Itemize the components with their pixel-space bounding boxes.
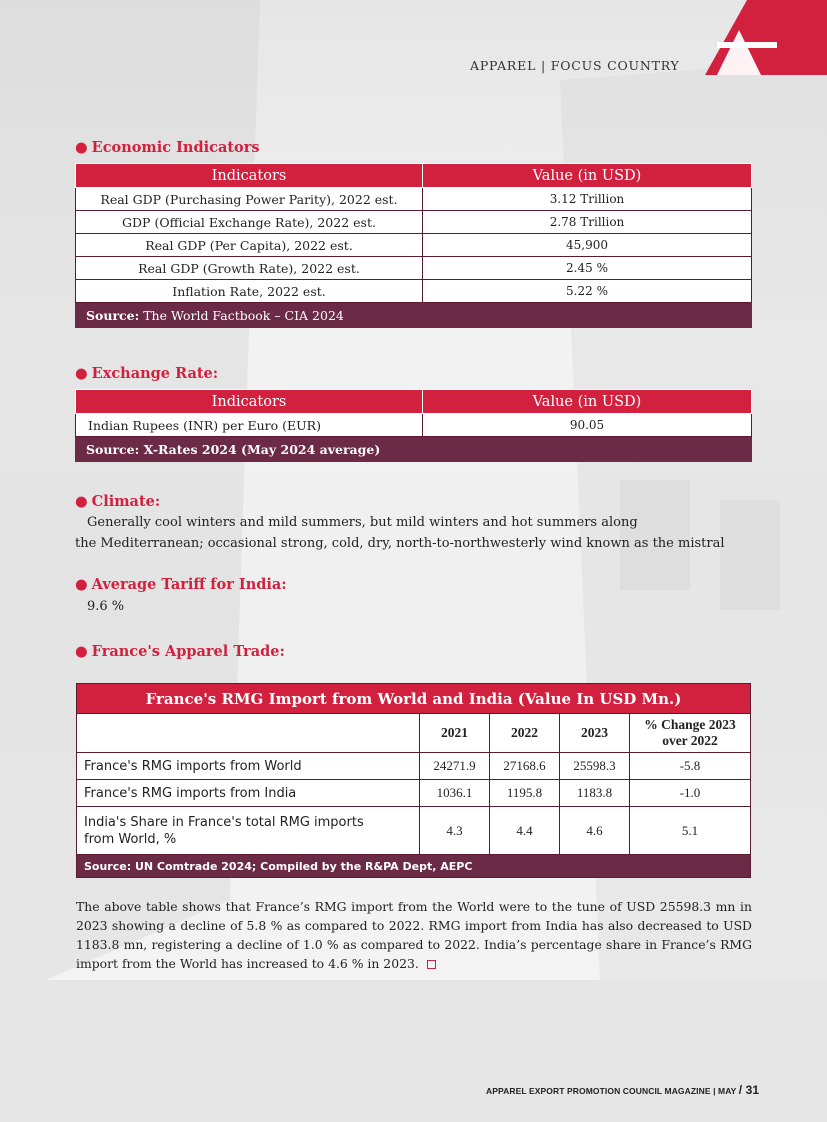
value-cell: 4.4 xyxy=(490,807,560,855)
bullet-icon: ● xyxy=(75,139,88,156)
bullet-icon: ● xyxy=(75,643,88,660)
summary-text: The above table shows that France’s RMG import from the World were to the tune of USD 25598.3 mn in 2023 showing a decline of 5.8 % as compared to 2022. RMG import from India has also decreased to USD 1183.8 mn, registering a decline of 1.0 % as compared to 2022. India’s percentage share in France’s RMG import from the World has increased to 4.6 % in 2023. xyxy=(76,899,752,971)
table-row xyxy=(76,211,752,234)
value-cell: 90.05 xyxy=(423,414,752,437)
source-row xyxy=(77,855,751,878)
column-header: Value (in USD) xyxy=(423,164,752,188)
table-row xyxy=(76,234,752,257)
change-cell: 5.1 xyxy=(630,807,751,855)
change-cell: -5.8 xyxy=(630,753,751,780)
value-cell: 2.78 Trillion xyxy=(423,211,752,234)
climate-text xyxy=(75,512,755,554)
end-mark-icon xyxy=(427,960,436,969)
climate-line: the Mediterranean; occasional strong, cold, dry, north-to-northwesterly wind known as the mistral xyxy=(75,536,725,551)
source-note: Source: UN Comtrade 2024; Compiled by the R&PA Dept, AEPC xyxy=(77,855,751,878)
exchange-rate-heading: ● Exchange Rate: xyxy=(75,365,219,382)
year-header: 2023 xyxy=(560,714,630,753)
row-label: France's RMG imports from India xyxy=(77,780,420,807)
row-label: France's RMG imports from World xyxy=(77,753,420,780)
table-row xyxy=(76,414,752,437)
empty-header-cell xyxy=(77,714,420,753)
bullet-icon: ● xyxy=(75,365,88,382)
indicator-cell: Inflation Rate, 2022 est. xyxy=(76,280,423,303)
table-row xyxy=(76,280,752,303)
tariff-heading: ● Average Tariff for India: xyxy=(75,576,287,593)
climate-line: Generally cool winters and mild summers, but mild winters and hot summers along xyxy=(87,515,638,530)
indicator-cell: GDP (Official Exchange Rate), 2022 est. xyxy=(76,211,423,234)
bullet-icon: ● xyxy=(75,576,88,593)
row-label: India's Share in France's total RMG imports from World, % xyxy=(77,807,420,855)
indicator-cell: Real GDP (Purchasing Power Parity), 2022 est. xyxy=(76,188,423,211)
source-row xyxy=(76,303,752,328)
value-cell: 1195.8 xyxy=(490,780,560,807)
source-row xyxy=(76,437,752,462)
column-header: Indicators xyxy=(76,164,423,188)
tariff-value: 9.6 % xyxy=(87,599,125,614)
value-cell: 4.3 xyxy=(420,807,490,855)
column-header: Indicators xyxy=(76,390,423,414)
indicator-cell: Real GDP (Growth Rate), 2022 est. xyxy=(76,257,423,280)
value-cell: 4.6 xyxy=(560,807,630,855)
table-row xyxy=(77,753,751,780)
value-cell: 45,900 xyxy=(423,234,752,257)
table-title-row xyxy=(77,684,751,714)
source-note: Source: The World Factbook – CIA 2024 xyxy=(76,303,752,328)
magazine-logo xyxy=(677,0,827,75)
table-title: France's RMG Import from World and India (Value In USD Mn.) xyxy=(77,684,751,714)
value-cell: 24271.9 xyxy=(420,753,490,780)
table-row xyxy=(77,807,751,855)
table-row xyxy=(76,257,752,280)
value-cell: 1036.1 xyxy=(420,780,490,807)
indicator-cell: Indian Rupees (INR) per Euro (EUR) xyxy=(76,414,423,437)
year-header: 2021 xyxy=(420,714,490,753)
page-number: / 31 xyxy=(738,1083,760,1097)
table-row xyxy=(77,780,751,807)
bullet-icon: ● xyxy=(75,493,88,510)
value-cell: 3.12 Trillion xyxy=(423,188,752,211)
value-cell: 5.22 % xyxy=(423,280,752,303)
change-cell: -1.0 xyxy=(630,780,751,807)
column-header: Value (in USD) xyxy=(423,390,752,414)
source-note: Source: X-Rates 2024 (May 2024 average) xyxy=(76,437,752,462)
section-header: APPAREL | FOCUS COUNTRY xyxy=(470,58,680,73)
indicator-cell: Real GDP (Per Capita), 2022 est. xyxy=(76,234,423,257)
apparel-trade-heading: ● France's Apparel Trade: xyxy=(75,643,285,660)
year-header: 2022 xyxy=(490,714,560,753)
table-row xyxy=(76,188,752,211)
economic-indicators-table xyxy=(75,163,752,328)
summary-paragraph xyxy=(76,897,752,973)
value-cell: 2.45 % xyxy=(423,257,752,280)
header-row xyxy=(77,714,751,753)
climate-heading: ● Climate: xyxy=(75,493,161,510)
page-footer xyxy=(486,1083,759,1097)
value-cell: 27168.6 xyxy=(490,753,560,780)
value-cell: 1183.8 xyxy=(560,780,630,807)
value-cell: 25598.3 xyxy=(560,753,630,780)
exchange-rate-table xyxy=(75,389,752,462)
economic-indicators-heading: ● Economic Indicators xyxy=(75,139,260,156)
rmg-import-table xyxy=(76,683,751,878)
footer-text: APPAREL EXPORT PROMOTION COUNCIL MAGAZINE | MAY xyxy=(486,1086,737,1096)
change-header: % Change 2023 over 2022 xyxy=(630,714,751,753)
